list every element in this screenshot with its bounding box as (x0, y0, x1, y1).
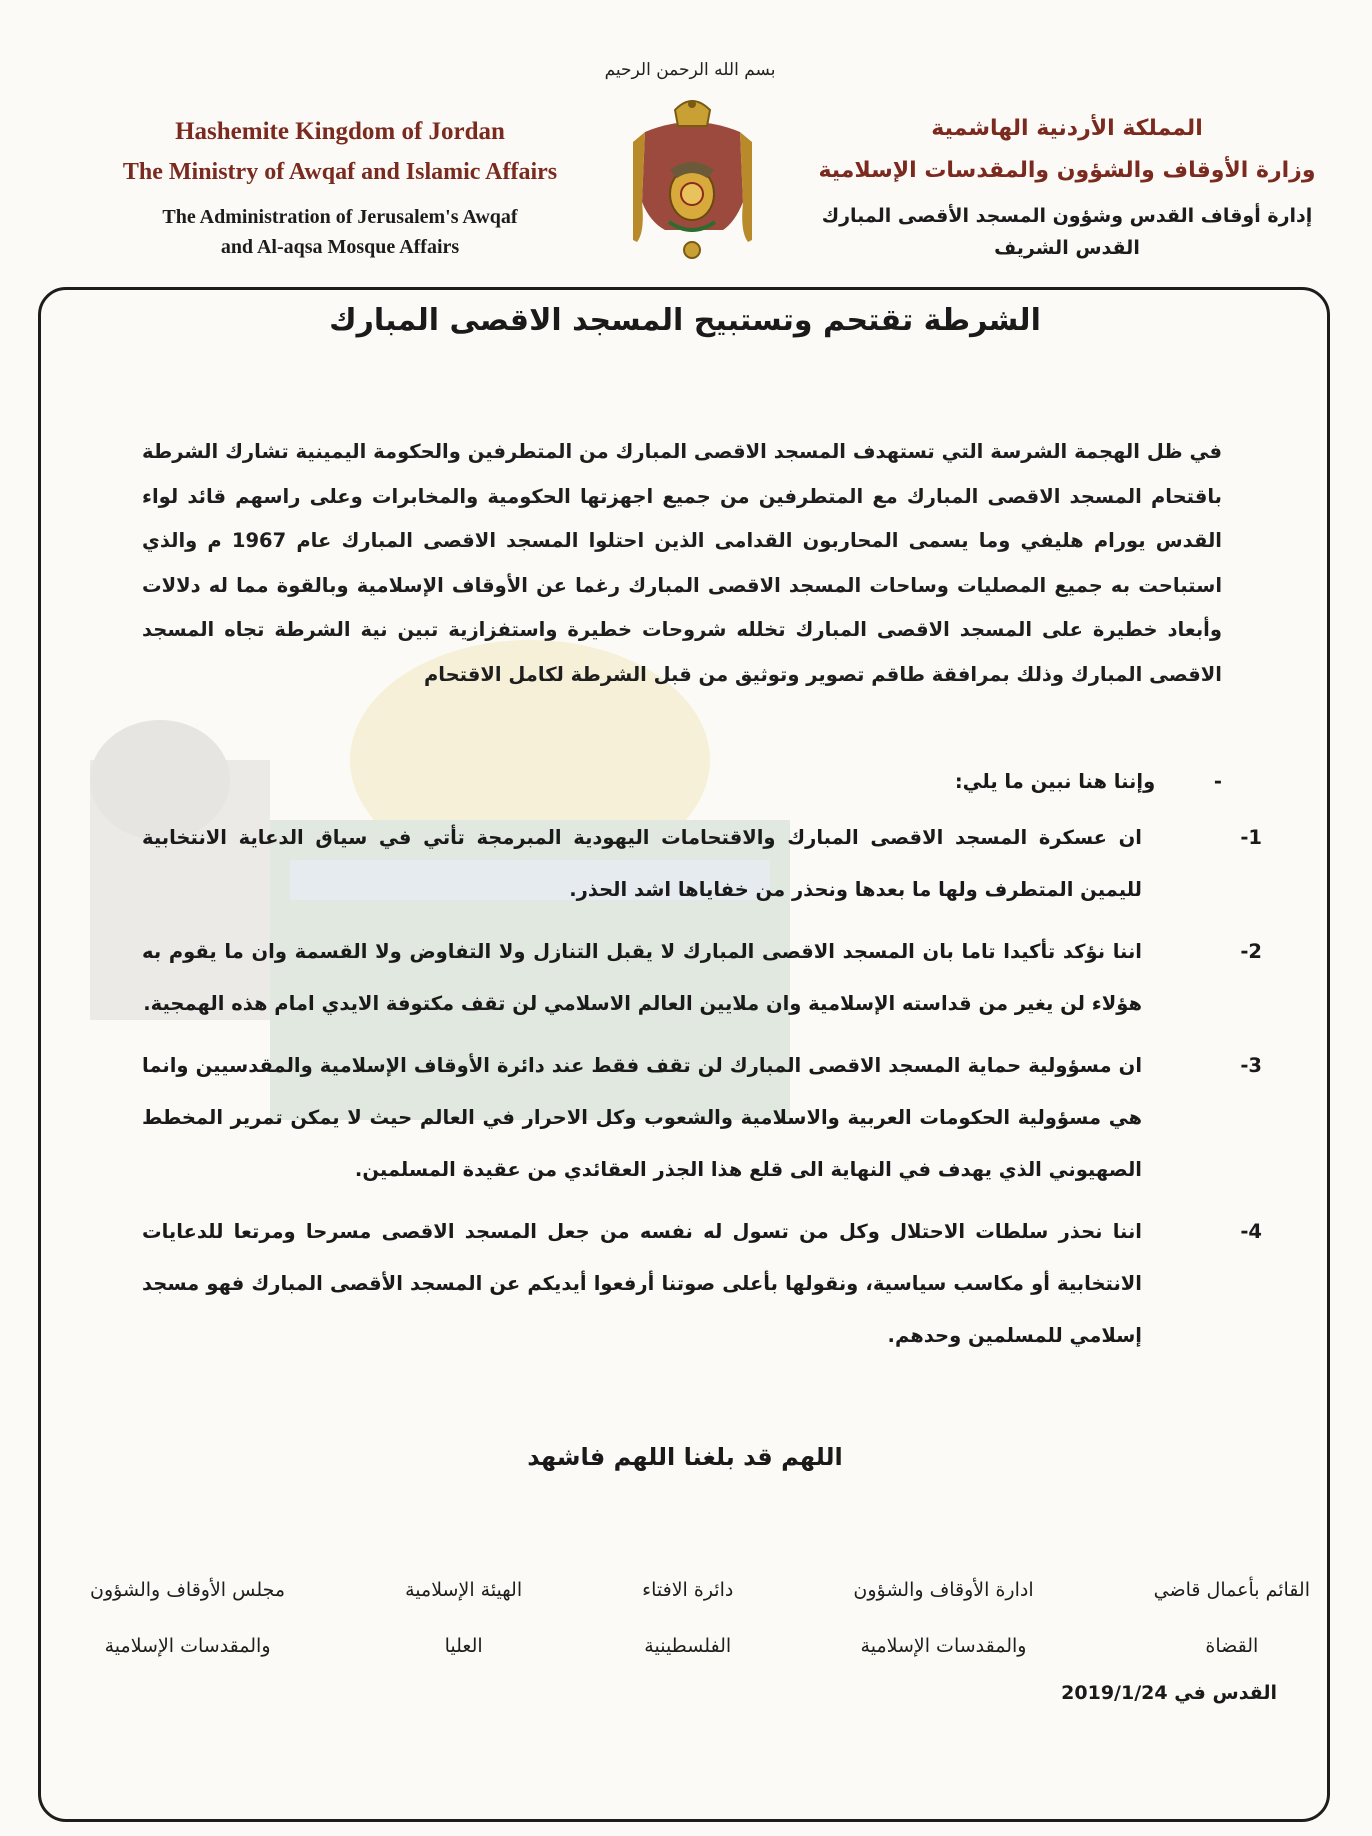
signatory-line2: العليا (444, 1635, 483, 1657)
signatory-line2: والمقدسات الإسلامية (860, 1635, 1027, 1657)
list-item (122, 1206, 1262, 1362)
notice-line (142, 760, 1222, 804)
signatory-line1: ادارة الأوقاف والشؤون (853, 1579, 1034, 1601)
point-number: 3- (1240, 1054, 1262, 1077)
intro-paragraph: في ظل الهجمة الشرسة التي تستهدف المسجد الاقصى المبارك من المتطرفين والحكومة اليمينية تشارك الشرطة باقتحام المسجد الاقصى المبارك مع المتطرفين من جميع اجهزتها الحكومية والمخابرات وعلى راسهم قائد لواء القدس يورام هليفي وما يسمى المحاربون القدامى الذين احتلوا المسجد الاقصى المبارك عام 1967 م والذي استباحت به جميع المصليات وساحات المسجد الاقصى المبارك رغما عن الأوقاف الإسلامية وبالقوة مما له دلالات وأبعاد خطيرة على المسجد الاقصى المبارك تخلله شروحات خطيرة واستفزازية تبين نية الشرطة تجاه المسجد الاقصى المبارك وذلك بمرافقة طاقم تصوير وتوثيق من قبل الشرطة لكامل الاقتحام (142, 440, 1222, 686)
signatory-line2: والمقدسات الإسلامية (104, 1635, 271, 1657)
signatory (642, 1562, 733, 1672)
signatory-line2: الفلسطينية (644, 1635, 732, 1657)
kingdom-name-ar: المملكة الأردنية الهاشمية (931, 116, 1203, 141)
list-item (122, 812, 1262, 916)
point-text: اننا نؤكد تأكيدا تاما بان المسجد الاقصى المبارك لا يقبل التنازل ولا التفاوض ولا القسمة وان ما يقوم به هؤلاء لن يغير من قداسته الإسلامية وان ملايين العالم الاسلامي لن تقف مكتوفة الايدي امام هذه الهمجية. (142, 940, 1142, 1015)
administration-line1-ar: إدارة أوقاف القدس وشؤون المسجد الأقصى المبارك (821, 205, 1313, 227)
signatory (90, 1562, 285, 1672)
point-text: اننا نحذر سلطات الاحتلال وكل من تسول له نفسه من جعل المسجد الاقصى مسرحا ومرتعا للدعايات الانتخابية أو مكاسب سياسية، ونقولها بأعلى صوتنا أرفعوا أيديكم عن المسجد الأقصى المبارك فهو مسجد إسلامي للمسلمين وحدهم. (142, 1220, 1142, 1347)
signatory-line2: القضاة (1205, 1635, 1259, 1657)
point-text: ان عسكرة المسجد الاقصى المبارك والاقتحامات اليهودية المبرمجة تأتي في سياق الدعاية الانتخابية لليمين المتطرف ولها ما بعدها ونحذر من خفاياها اشد الحذر. (142, 826, 1142, 901)
coat-of-arms-icon (625, 92, 760, 262)
notice-marker: - (1213, 770, 1222, 793)
point-number: 1- (1240, 826, 1262, 849)
administration-name-en (60, 202, 620, 262)
letterhead-arabic (807, 108, 1327, 264)
administration-line2-ar: القدس الشريف (994, 237, 1140, 259)
ministry-name-ar: وزارة الأوقاف والشؤون والمقدسات الإسلامية (818, 158, 1316, 183)
signatories-row (90, 1562, 1310, 1672)
letterhead-english (60, 112, 620, 262)
signatory-line1: الهيئة الإسلامية (405, 1579, 523, 1601)
notice-text: وإننا هنا نبين ما يلي: (954, 770, 1156, 793)
administration-name-ar (807, 200, 1327, 264)
signatory-line1: القائم بأعمال قاضي (1153, 1579, 1310, 1601)
closing-invocation: اللهم قد بلغنا اللهم فاشهد (527, 1443, 843, 1471)
signatory (853, 1562, 1033, 1672)
kingdom-name-en: Hashemite Kingdom of Jordan (175, 118, 505, 145)
point-number: 4- (1240, 1220, 1262, 1243)
list-item (122, 926, 1262, 1030)
letterhead (0, 0, 1372, 290)
signatory (1154, 1562, 1310, 1672)
signatory (405, 1562, 522, 1672)
administration-line2-en: and Al-aqsa Mosque Affairs (220, 236, 460, 258)
point-text: ان مسؤولية حماية المسجد الاقصى المبارك لن تقف فقط عند دائرة الأوقاف الإسلامية والمقدسيين وانما هي مسؤولية الحكومات العربية والاسلامية والشعوب وكل الاحرار في العالم حيث لا يمكن تمرير المخطط الصهيوني الذي يهدف في النهاية الى قلع هذا الجذر العقائدي من عقيدة المسلمين. (142, 1054, 1142, 1181)
ministry-name-en: The Ministry of Awqaf and Islamic Affairs (122, 159, 558, 185)
statement-title: الشرطة تقتحم وتستبيح المسجد الاقصى المبارك (329, 303, 1041, 338)
signatory-line1: دائرة الافتاء (642, 1579, 734, 1601)
list-item (122, 1040, 1262, 1196)
points-list (122, 812, 1262, 1372)
document-date: القدس في 2019/1/24 (1061, 1682, 1277, 1704)
point-number: 2- (1240, 940, 1262, 963)
administration-line1-en: The Administration of Jerusalem's Awqaf (162, 206, 518, 228)
basmala: بسم الله الرحمن الرحيم (604, 60, 776, 80)
signatory-line1: مجلس الأوقاف والشؤون (90, 1579, 286, 1601)
